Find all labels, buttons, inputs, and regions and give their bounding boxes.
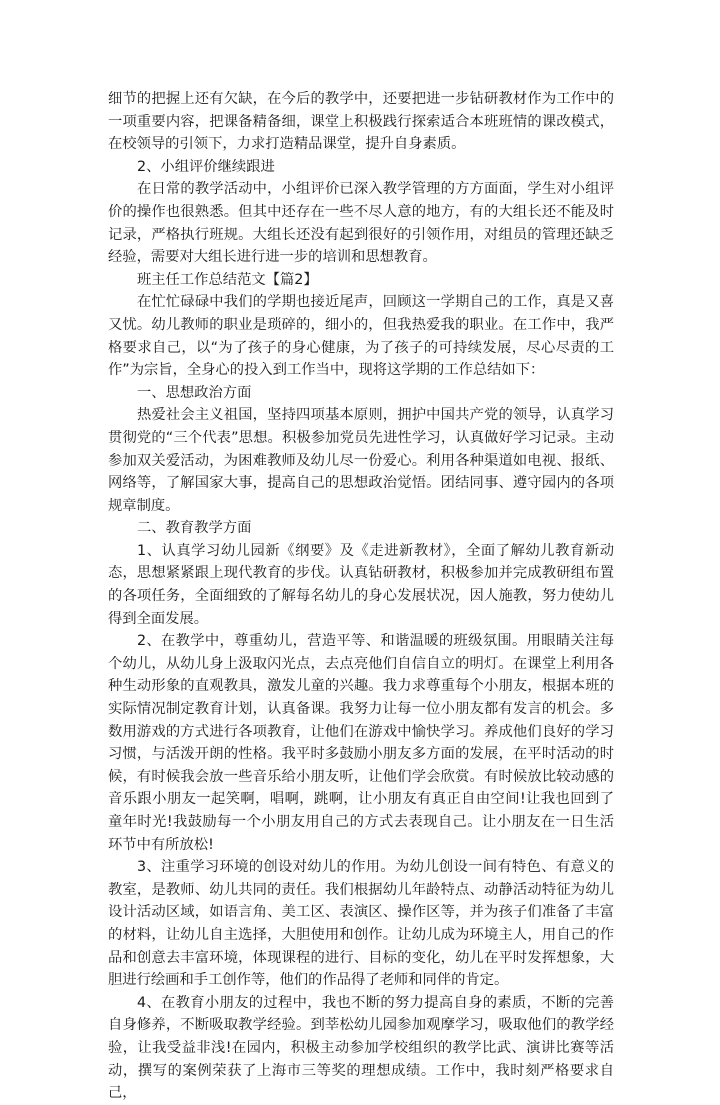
paragraph: 在忙忙碌碌中我们的学期也接近尾声，回顾这一学期自己的工作，真是又喜又忧。幼儿教师的职业是琐碎的，细小的，但我热爱我的职业。在工作中，我严格要求自己，以“为了孩子的身心健康，为了孩子的可持续发展，尽心尽责的工作”为宗旨，全身心的投入到工作当中，现将这学期的工作总结如下： bbox=[108, 294, 614, 379]
paragraph: 4、在教育小朋友的过程中，我也不断的努力提高自身的素质，不断的完善自身修养，不断吸取教学经验。到莘松幼儿园参加观摩学习，吸取他们的教学经验，让我受益非浅!在园内，积极主动参加学校组织的教学比武、演讲比赛等活动，撰写的案例荣获了上海市三等奖的理想成绩。工作中，我时刻严格要求自己， bbox=[108, 994, 614, 1102]
paragraph: 3、注重学习环境的创设对幼儿的作用。为幼儿创设一间有特色、有意义的教室，是教师、幼儿共同的责任。我们根据幼儿年龄特点、动静活动特征为幼儿设计活动区域，如语言角、美工区、表演区、操作区等，并为孩子们准备了丰富的材料，让幼儿自主选择，大胆使用和创作。让幼儿成为环境主人，用自己的作品和创意去丰富环境，体现课程的进行、目标的变化，幼儿在平时发挥想象，大胆进行绘画和手工创作等，他们的作品得了老师和同伴的肯定。 bbox=[108, 859, 614, 989]
paragraph: 在日常的教学活动中，小组评价已深入教学管理的方方面面，学生对小组评价的操作也很熟悉。但其中还存在一些不尽人意的地方，有的大组长还不能及时记录，严格执行班规。大组长还没有起到很好的引领作用，对组员的管理还缺乏经验，需要对大组长进行进一步的培训和思想教育。 bbox=[108, 181, 614, 266]
paragraph: 细节的把握上还有欠缺，在今后的教学中，还要把进一步钻研教材作为工作中的一项重要内容，把课备精备细，课堂上积极践行探索适合本班班情的课改模式，在校领导的引领下，力求打造精品课堂，提升自身素质。 bbox=[108, 91, 614, 153]
paragraph: 1、认真学习幼儿园新《纲要》及《走进新教材》，全面了解幼儿教育新动态，思想紧紧跟上现代教育的步伐。认真钻研教材，积极参加并完成教研组布置的各项任务，全面细致的了解每名幼儿的身心发展状况，因人施教，努力使幼儿得到全面发展。 bbox=[108, 542, 614, 627]
document-body bbox=[108, 88, 614, 1105]
subheading: 2、小组评价继续跟进 bbox=[137, 158, 275, 175]
subheading: 二、教育教学方面 bbox=[137, 520, 252, 537]
paragraph: 2、在教学中，尊重幼儿，营造平等、和谐温暖的班级氛围。用眼睛关注每个幼儿，从幼儿身上汲取闪光点，去点亮他们自信自立的明灯。在课堂上利用各种生动形象的直观教具，激发儿童的兴趣。我力求尊重每个小朋友，根据本班的实际情况制定教育计划，认真备课。我努力让每一位小朋友都有发言的机会。多数用游戏的方式进行各项教育，让他们在游戏中愉快学习。养成他们良好的学习习惯，与活泼开朗的性格。我平时多鼓励小朋友多方面的发展，在平时活动的时候，有时候我会放一些音乐给小朋友听，让他们学会欣赏。有时候放比较动感的音乐跟小朋友一起笑啊，唱啊，跳啊，让小朋友有真正自由空间!让我也回到了童年时光!我鼓励每一个小朋友用自己的方式去表现自己。让小朋友在一日生活环节中有所放松! bbox=[108, 633, 614, 853]
subheading: 一、思想政治方面 bbox=[137, 384, 252, 401]
paragraph: 热爱社会主义祖国，坚持四项基本原则，拥护中国共产党的领导，认真学习贯彻党的“三个代表”思想。积极参加党员先进性学习，认真做好学习记录。主动参加双关爱活动，为困难教师及幼儿尽一份爱心。利用各种渠道如电视、报纸、网络等，了解国家大事，提高自己的思想政治觉悟。团结同事、遵守园内的各项规章制度。 bbox=[108, 407, 614, 514]
section-title: 班主任工作总结范文【篇2】 bbox=[137, 271, 318, 288]
